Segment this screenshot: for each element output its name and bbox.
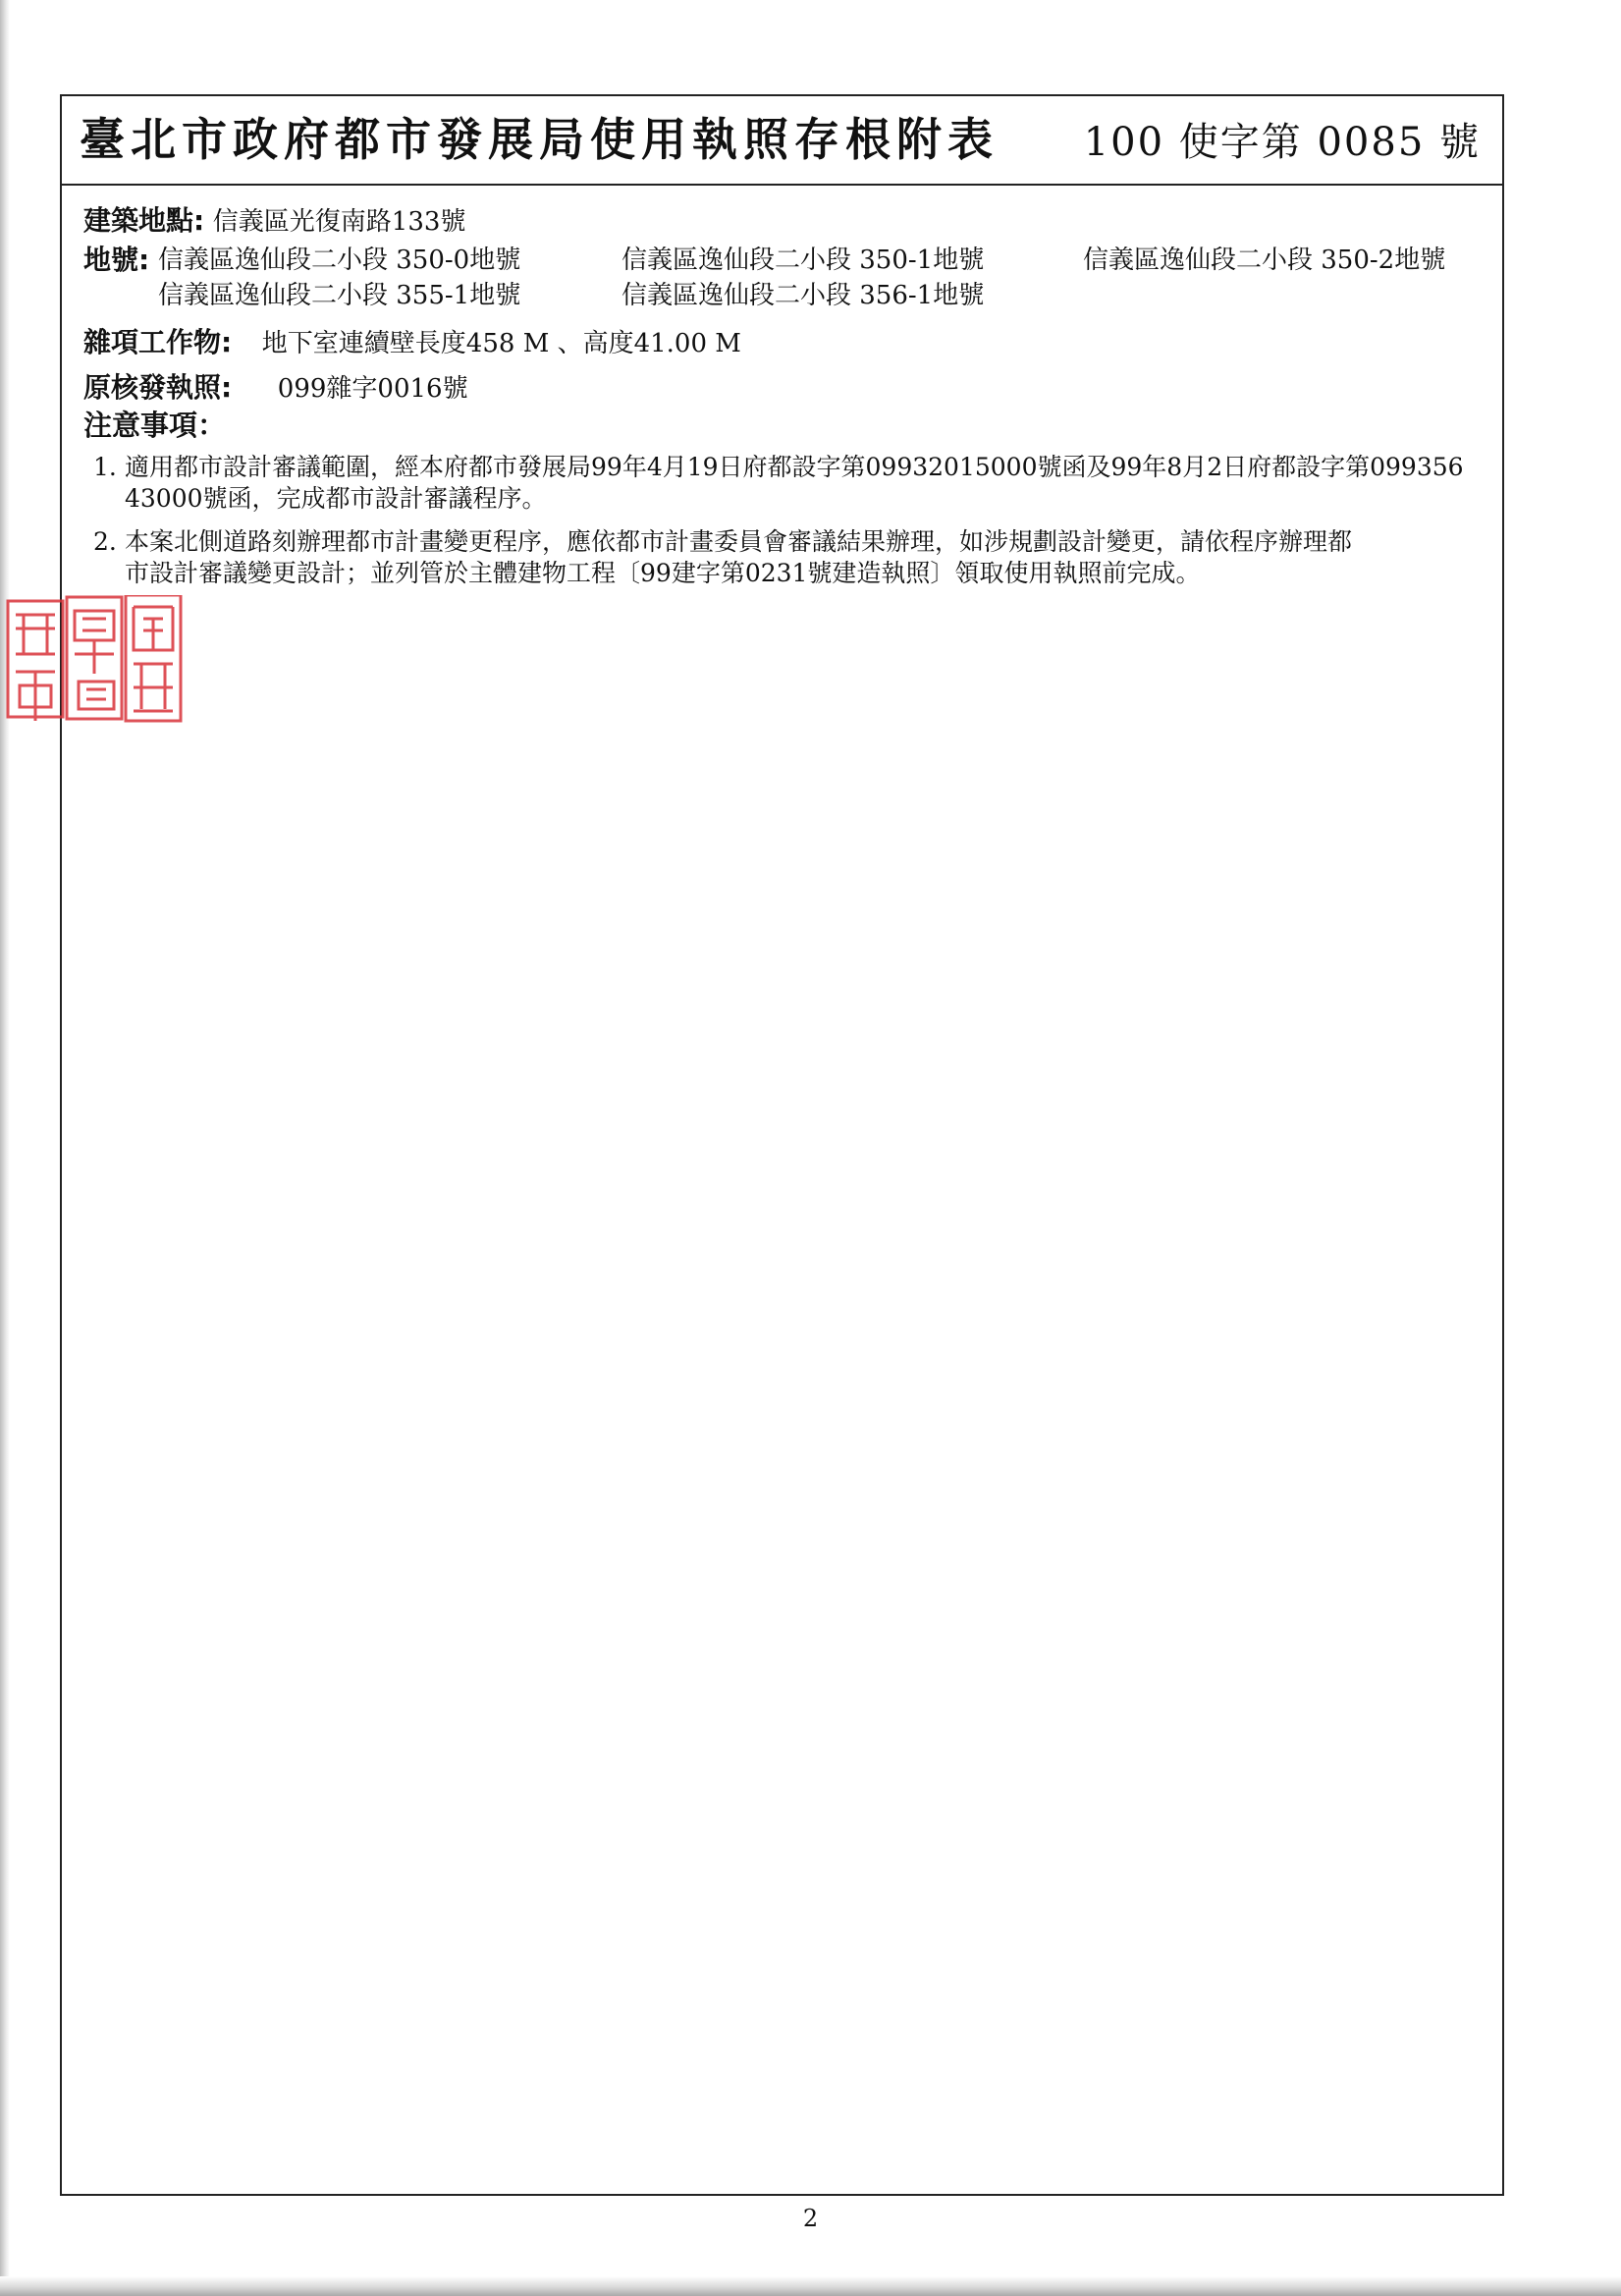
note-item: [93, 526, 1468, 589]
building-location-label: 建築地點:: [83, 204, 205, 237]
misc-work-row: [83, 326, 741, 360]
notes-heading: 注意事項：: [83, 409, 227, 442]
note-item: [93, 452, 1468, 515]
page-number: 2: [802, 2205, 819, 2232]
permit-number: 100 使字第 0085 號: [1083, 120, 1481, 165]
note-line: 本案北側道路刻辦理都市計畫變更程序，應依都市計畫委員會審議結果辦理，如涉規劃設計變更，請依程序辦理都: [125, 527, 1353, 556]
lot-number-item: 信義區逸仙段二小段 350-0地號: [158, 246, 521, 275]
lot-numbers-row: [83, 244, 149, 278]
note-line: 市設計審議變更設計；並列管於主體建物工程〔99建字第0231號建造執照〕領取使用執照前完成。: [125, 559, 1201, 587]
red-seal-stamp-icon: [4, 595, 185, 723]
misc-work-label: 雜項工作物:: [83, 326, 233, 358]
note-text: [125, 452, 1468, 515]
lot-numbers-label: 地號:: [83, 244, 150, 276]
note-text: [125, 526, 1468, 589]
paper-edge-left: [0, 0, 10, 2296]
lot-number-item: 信義區逸仙段二小段 350-1地號: [621, 246, 985, 275]
building-location-row: [83, 204, 465, 239]
document-header: [62, 96, 1502, 186]
lot-number-item: 信義區逸仙段二小段 356-1地號: [621, 281, 985, 310]
note-line: 43000號函，完成都市設計審議程序。: [125, 484, 547, 513]
lot-number-item: 信義區逸仙段二小段 350-2地號: [1083, 246, 1446, 275]
original-permit-value: 099雜字0016號: [277, 374, 468, 404]
note-number: 2.: [93, 527, 117, 556]
note-line: 適用都市設計審議範圍，經本府都市發展局99年4月19日府都設字第09932015000號函及99年8月2日府都設字第099356: [125, 453, 1464, 481]
document-title: 臺北市政府都市發展局使用執照存根附表: [80, 113, 999, 166]
document-frame: [60, 94, 1504, 2196]
original-permit-label: 原核發執照:: [83, 371, 233, 404]
original-permit-row: [83, 371, 468, 406]
misc-work-value: 地下室連續壁長度458 M 、高度41.00 M: [261, 329, 741, 358]
lot-number-item: 信義區逸仙段二小段 355-1地號: [158, 281, 521, 310]
note-number: 1.: [93, 453, 117, 481]
building-location-value: 信義區光復南路133號: [212, 207, 466, 237]
paper-edge-bottom: [0, 2276, 1621, 2296]
